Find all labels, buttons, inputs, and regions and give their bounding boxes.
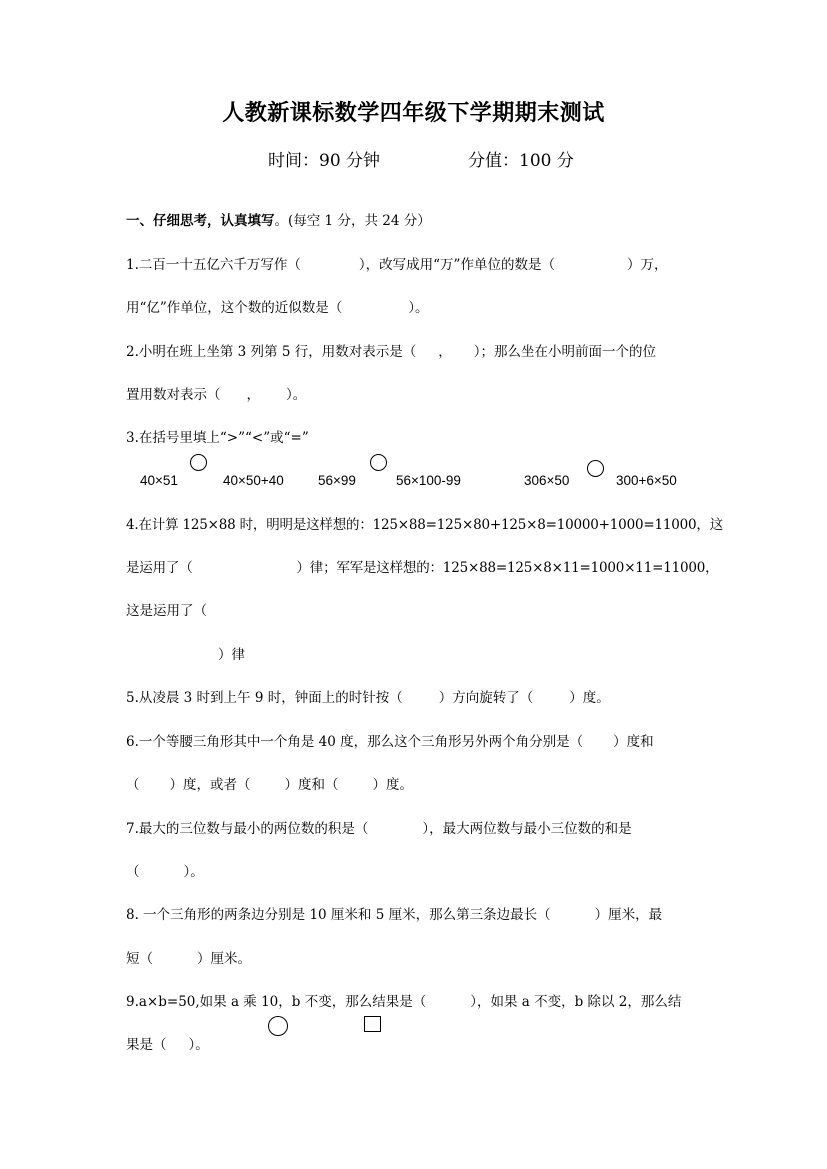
- q5-text-b: ）方向旋转了（: [438, 690, 534, 706]
- q2-text-d: 置用数对表示（: [126, 387, 221, 403]
- q7-text-a: 7.最大的三位数与最小的两位数的积是（: [126, 821, 369, 837]
- compare-circle-3[interactable]: [587, 460, 604, 477]
- q2-comma-2: ，: [246, 387, 260, 403]
- question-7-line-2: [126, 863, 204, 881]
- question-2-line-2: [126, 386, 306, 404]
- q1-text-d: 用“亿”作单位，这个数的近似数是（: [126, 300, 343, 316]
- section-heading-bold: 一、仔细思考，认真填写: [126, 213, 275, 229]
- exam-time: 时间：90 分钟: [268, 151, 381, 171]
- q9-text-c: 果是（: [126, 1037, 167, 1053]
- q8-text-d: ）厘米。: [197, 951, 251, 967]
- question-3-line-1: 3.在括号里填上“>”“<”或“=”: [126, 430, 309, 446]
- q6-text-e: ）度和（: [284, 777, 339, 793]
- square-shape-icon: [364, 1016, 381, 1032]
- q3-expr-5: 306×50: [524, 473, 570, 488]
- q1-text-a: 1.二百一十五亿六千万写作（: [126, 257, 301, 273]
- q4-text-b: ）律；军军是这样想的：125×88=125×8×11=1000×11=11000，: [296, 560, 719, 576]
- q8-text-c: 短（: [126, 951, 153, 967]
- q3-expr-2: 40×50+40: [223, 473, 284, 488]
- q1-text-b: ），改写成用“万”作单位的数是（: [358, 257, 555, 273]
- question-4-line-4: ）律: [218, 647, 245, 663]
- section-heading: [126, 212, 431, 230]
- q3-expr-4: 56×100-99: [396, 473, 461, 488]
- q9-text-b: ），如果 a 不变，b 除以 2，那么结: [470, 994, 682, 1010]
- question-8-line-2: [126, 950, 251, 968]
- q1-text-c: ）万，: [626, 257, 668, 273]
- section-heading-note: 。(每空 1 分，共 24 分）: [274, 213, 431, 229]
- q6-text-c: （: [126, 777, 140, 793]
- q2-text-a: 2.小明在班上坐第 3 列第 5 行，用数对表示是（: [126, 344, 417, 360]
- question-4-line-1: 4.在计算 125×88 时，明明是这样想的：125×88=125×80+125×8=10000+1000=11000，这: [126, 517, 724, 533]
- q7-text-d: ）。: [183, 864, 204, 880]
- question-1-line-1: [126, 256, 667, 274]
- question-9-line-2: [126, 1036, 209, 1054]
- question-1-line-2: [126, 299, 429, 317]
- compare-circle-1[interactable]: [190, 454, 207, 471]
- page-title: 人教新课标数学四年级下学期期末测试: [222, 100, 605, 126]
- question-9-line-1: [126, 993, 681, 1011]
- question-8-line-1: [126, 906, 662, 924]
- circle-shape-icon: [268, 1016, 288, 1036]
- question-7-line-1: [126, 820, 632, 838]
- q6-text-d: ）度，或者（: [169, 777, 251, 793]
- q6-text-b: ）度和: [613, 734, 654, 750]
- question-6-line-2: [126, 776, 413, 794]
- q5-text-c: ）度。: [569, 690, 610, 706]
- exam-score: 分值：100 分: [468, 151, 574, 171]
- q3-expr-3: 56×99: [318, 473, 356, 488]
- q6-text-a: 6.一个等腰三角形其中一个角是 40 度，那么这个三角形另外两个角分别是（: [126, 734, 584, 750]
- q7-text-b: ），最大两位数与最小三位数的和是: [422, 821, 632, 837]
- q3-expr-6: 300+6×50: [616, 473, 677, 488]
- q9-text-a: 9.a×b=50,如果 a 乘 10，b 不变，那么结果是（: [126, 994, 427, 1010]
- q7-text-c: （: [126, 864, 140, 880]
- q8-text-b: ）厘米，最: [594, 907, 663, 923]
- question-4-line-2: [126, 559, 718, 577]
- q5-text-a: 5.从凌晨 3 时到上午 9 时，钟面上的时针按（: [126, 690, 403, 706]
- q3-expr-1: 40×51: [140, 473, 178, 488]
- compare-circle-2[interactable]: [370, 454, 387, 471]
- q6-text-f: ）度。: [372, 777, 413, 793]
- q2-text-e: ）。: [286, 387, 307, 403]
- question-4-line-3: 这是运用了（: [126, 603, 207, 619]
- q9-text-d: ）。: [188, 1037, 209, 1053]
- q1-text-e: ）。: [408, 300, 429, 316]
- question-2-line-1: [126, 343, 656, 361]
- q4-text-a: 是运用了（: [126, 560, 193, 576]
- q2-comma: ，: [438, 344, 452, 360]
- question-5: [126, 689, 610, 707]
- q8-text-a: 8. 一个三角形的两条边分别是 10 厘米和 5 厘米，那么第三条边最长（: [126, 907, 551, 923]
- q2-text-c: ）；那么坐在小明前面一个的位: [473, 344, 656, 360]
- question-6-line-1: [126, 733, 654, 751]
